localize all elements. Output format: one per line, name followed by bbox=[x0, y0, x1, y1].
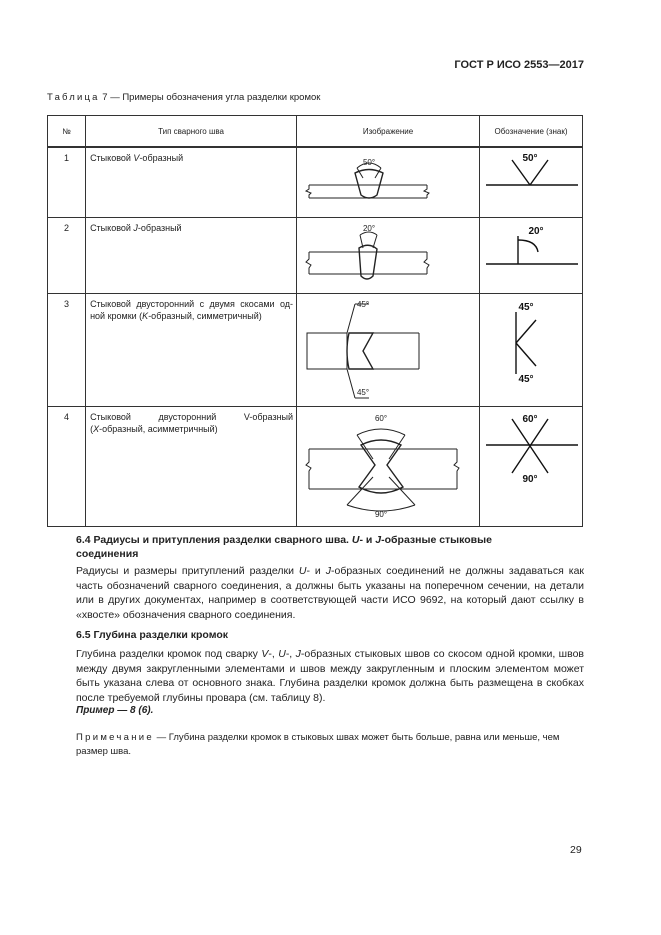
col-weld-type: Тип сварного шва bbox=[86, 116, 297, 148]
example-line: Пример — 8 (6). bbox=[76, 705, 154, 716]
table-header-row bbox=[48, 116, 583, 148]
weld-image-k bbox=[297, 293, 480, 406]
symbol-angle-label: 20° bbox=[528, 225, 544, 237]
col-image: Изображение bbox=[297, 116, 480, 148]
weld-symbol-k bbox=[480, 293, 583, 406]
section-6-4-title: 6.4 Радиусы и притупления разделки сварного шва. U- и J-образные стыковые соединения bbox=[76, 534, 492, 560]
note-text: — Глубина разделки кромок в стыковых швах может быть больше, равна или меньше, чем размер шва. bbox=[76, 732, 560, 757]
symbol-angle-top: 45° bbox=[518, 301, 534, 313]
row-number: 2 bbox=[48, 217, 86, 293]
weld-image-x bbox=[297, 406, 480, 526]
image-angle-label: 50° bbox=[362, 158, 376, 167]
weld-symbol-x bbox=[480, 406, 583, 526]
section-6-4-paragraph: Радиусы и размеры притуплений разделки U- и J-образных соединений не должны задаваться как часть обозначений сварного соединения, а должны быть указаны на поперечном сечении, на детали или в других документах, например в соответствующей части ИСО 9692, на который дают ссылку в «хвосте» обозначения сварного соединения. bbox=[76, 565, 584, 622]
row-number: 1 bbox=[48, 147, 86, 217]
col-number: № bbox=[48, 116, 86, 148]
section-6-5-title: 6.5 Глубина разделки кромок bbox=[76, 629, 228, 641]
note bbox=[76, 731, 584, 759]
weld-type: Стыковой двусторонний с двумя скосами од- ной кромки (K-образный, симметричный) bbox=[86, 293, 297, 406]
table-row bbox=[48, 293, 583, 406]
weld-image-v bbox=[297, 147, 480, 217]
note-label: Примечание bbox=[76, 732, 154, 743]
weld-image-j bbox=[297, 217, 480, 293]
table-row bbox=[48, 217, 583, 293]
weld-type: Стыковой J-образный bbox=[86, 217, 297, 293]
standard-header: ГОСТ Р ИСО 2553—2017 bbox=[454, 59, 584, 71]
table-row bbox=[48, 406, 583, 526]
caption-label: Таблица bbox=[47, 92, 100, 103]
weld-type: Стыковой V-образный bbox=[86, 147, 297, 217]
section-6-5-paragraph: Глубина разделки кромок под сварку V-, U-, J-образных стыковых швов со скосом одной кромки, швов между двумя закругленными элементами и швов между закругленным и плоским элементом может быть указана слева от основного знака. Глубина разделки кромок должна быть размещена в скобках после требуемой глубины провара (см. таблицу 8). bbox=[76, 648, 584, 705]
col-symbol: Обозначение (знак) bbox=[480, 116, 583, 148]
weld-symbol-v bbox=[480, 147, 583, 217]
image-angle-label: 20° bbox=[362, 223, 376, 233]
row-number: 4 bbox=[48, 406, 86, 526]
image-angle-top: 45° bbox=[356, 299, 370, 309]
caption-text: 7 — Примеры обозначения угла разделки кромок bbox=[102, 92, 321, 103]
image-angle-bottom: 90° bbox=[374, 509, 388, 519]
page-number: 29 bbox=[570, 844, 582, 856]
row-number: 3 bbox=[48, 293, 86, 406]
weld-type: Стыковой двусторонний V-образный (X-образный, асимметричный) bbox=[86, 406, 297, 526]
image-angle-bottom: 45° bbox=[356, 387, 370, 397]
symbol-angle-top: 60° bbox=[522, 413, 538, 425]
weld-symbol-j bbox=[480, 217, 583, 293]
symbol-angle-bottom: 45° bbox=[518, 373, 534, 385]
symbol-angle-bottom: 90° bbox=[522, 473, 538, 485]
table-row bbox=[48, 147, 583, 217]
table-caption bbox=[47, 92, 320, 103]
symbol-angle-label: 50° bbox=[522, 153, 538, 164]
image-angle-top: 60° bbox=[374, 413, 388, 423]
weld-angle-table bbox=[47, 115, 583, 527]
